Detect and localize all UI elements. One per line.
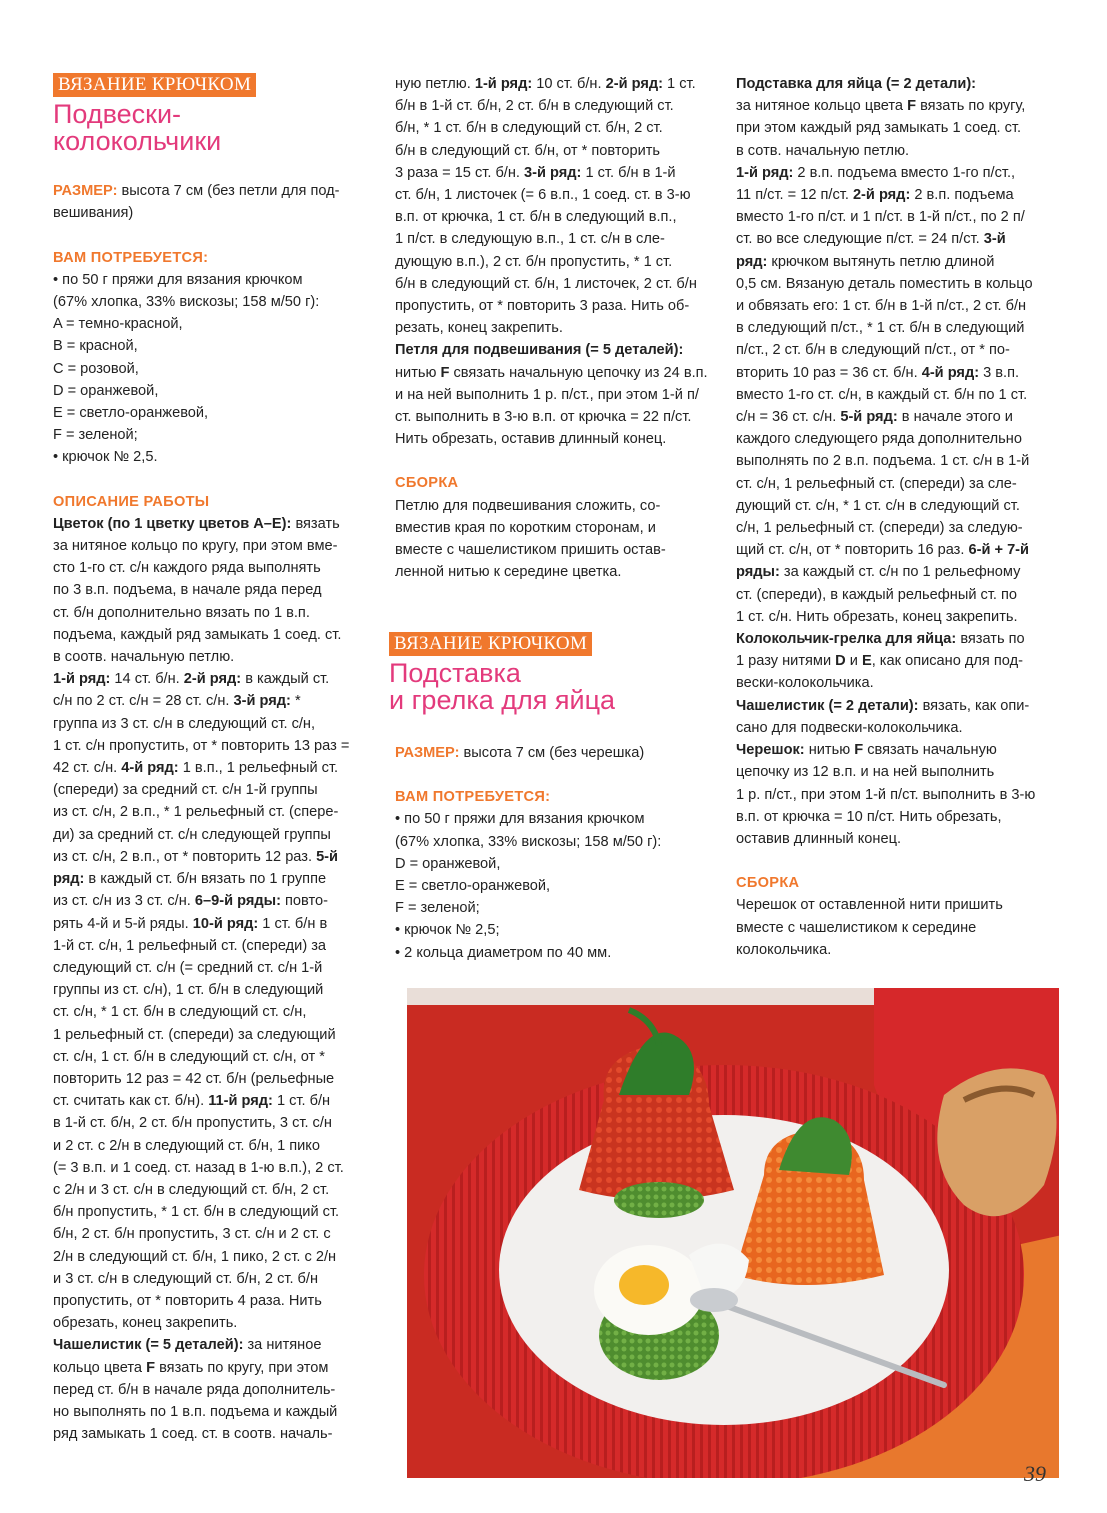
text-line: следующий ст. с/н (= средний ст. с/н 1-й: [53, 959, 323, 976]
text-line: ст. с/н, 1 рельефный ст. (спереди) за сле-: [736, 475, 1017, 492]
text-line: 1-й ст. с/н, 1 рельефный ст. (спереди) за: [53, 937, 327, 954]
photo-illustration: [404, 985, 1062, 1481]
text-line: 1 п/ст. в следующую в.п., 1 ст. с/н в сле-: [395, 231, 665, 248]
text-line: E = светло-оранжевой,: [53, 405, 209, 422]
text-line: ст. с/н, * 1 ст. б/н в следующий ст. с/н,: [53, 1004, 307, 1021]
text-line: и на ней выполнить 1 р. п/ст., при этом 1-й п/: [395, 386, 699, 403]
text-line: из ст. с/н, 2 в.п., * 1 рельефный ст. (спере-: [53, 804, 339, 821]
text-line: и обвязать его: 1 ст. б/н в 1-й п/ст., 2 ст. б/н: [736, 298, 1027, 315]
text-line: и 2 ст. с 2/н в следующий ст. б/н, 1 пико: [53, 1137, 320, 1154]
text-line: вторить 10 раз = 36 ст. б/н. 4-й ряд: 3 в.п.: [736, 364, 1020, 381]
text-line: пропустить, от * повторить 4 раза. Нить: [53, 1292, 322, 1309]
text-line: Петля для подвешивания (= 5 деталей):: [395, 342, 684, 359]
text-line: ряд замыкать 1 соед. ст. в соотв. началь-: [53, 1426, 333, 1443]
text-line: ст. выполнить в 3-ю в.п. от крючка = 22 п/ст.: [395, 409, 692, 426]
column-left: ВЯЗАНИЕ КРЮЧКОМ Подвески- колокольчики РАЗМЕР: высота 7 см (без петли для под- вешивания) ВАМ ПОТРЕБУЕТСЯ: • по 50 г пряжи для вязания крючком (67% хлопка, 33% вискозы; 158 м/50 г): A = темно-красной, B = красной, C = розовой, D = оранжевой, E = светло-оранжевой, F = зеленой; • крючок № 2,5. ОПИСАНИЕ РАБОТЫ Цветок (по 1 цветку цветов A–E): вязать за нитяное кольцо по кругу, при этом вме- сто 1-го ст. с/н каждого ряда выполнять по 3 в.п. подъема, в начале ряда перед ст. б/н дополнительно вязать по 1 в.п. подъема, каждый ряд замыкать 1 соед. ст. в соотв. начальную петлю. 1-й ряд: 14 ст. б/н. 2-й ряд: в каждый ст. с/н по 2 ст. с/н = 28 ст. с/н. 3-й ряд: * группа из 3 ст. с/н в следующий ст. с/н, 1 ст. с/н пропустить, от * повторить 13 раз = 42 ст. с/н. 4-й ряд: 1 в.п., 1 рельефный ст. (спереди) за средний ст. с/н 1-й группы из ст. с/н, 2 в.п., * 1 рельефный ст. (спере- ди) за средний ст. с/н следующей группы из ст. с/н, 2 в.п., от * повторить 12 раз. 5-й ряд: в каждый ст. б/н вязать по 1 группе из ст. с/н из 3 ст. с/н. 6–9-й ряды: повто- рять 4-й и 5-й ряды. 10-й ряд: 1 ст. б/н в 1-й ст. с/н, 1 рельефный ст. (спереди) за следующий ст. с/н (= средний ст. с/н 1-й группы из ст. с/н), 1 ст. б/н в следующий ст. с/н, * 1 ст. б/н в следующий ст. с/н, 1 рельефный ст. (спереди) за следующий ст. с/н, 1 ст. б/н в следующий ст. с/н, от * повторить 12 раз = 42 ст. б/н (рельефные ст. считать как ст. б/н). 11-й ряд: 1 ст. б/н в 1-й ст. б/н, 2 ст. б/н пропустить, 3 ст. с/н и 2 ст. с 2/н в следующий ст. б/н, 1 пико (= 3 в.п. и 1 соед. ст. назад в 1-ю в.п.), 2 ст. с 2/н и 3 ст. с/н в следующий ст. б/н, 2 ст. б/н пропустить, * 1 ст. б/н в следующий ст. б/н, 2 ст. б/н пропустить, 3 ст. с/н и 2 ст. с 2/н в следующий ст. б/н, 1 пико, 2 ст. с 2/н и 3 ст. с/н в следующий ст. б/н, 2 ст. б/н пропустить, от * повторить 4 раза. Нить обрезать, конец закрепить. Чашелистик (= 5 деталей): за нитяное кольцо цвета F вязать по кругу, при этом перед ст. б/н в начале ряда дополнитель- но выполнять по 1 в.п. подъема и каждый ряд замыкать 1 соед. ст. в соотв. началь-: [53, 73, 373, 1445]
column-right: [736, 73, 1056, 961]
text-line: перед ст. б/н в начале ряда дополнитель-: [53, 1381, 336, 1398]
text-line: в следующий п/ст., * 1 ст. б/н в следующий: [736, 320, 1025, 337]
text-line: (спереди) за средний ст. с/н 1-й группы: [53, 782, 318, 799]
text-line: • крючок № 2,5;: [395, 922, 500, 939]
text-line: вместе с чашелистиком пришить остав-: [395, 542, 666, 559]
text-line: 1-й ряд: 2 в.п. подъема вместо 1-го п/ст.,: [736, 164, 1016, 181]
column-middle: [395, 73, 715, 583]
text-line: Нить обрезать, оставив длинный конец.: [395, 431, 667, 448]
text-line: но выполнять по 1 в.п. подъема и каждый: [53, 1403, 338, 1420]
article2-header: [389, 632, 719, 714]
text-line: дующий ст. с/н, * 1 ст. с/н в следующий ст.: [736, 497, 1020, 514]
text-line: Подставка для яйца (= 2 детали):: [736, 76, 977, 92]
text-line: ст. б/н, 1 листочек (= 6 в.п., 1 соед. ст. в 3-ю: [395, 187, 691, 204]
text-line: п/ст., 2 ст. б/н в следующий п/ст., от * по-: [736, 342, 1010, 359]
continued-text: [395, 73, 715, 450]
text-line: повторить 12 раз = 42 ст. б/н (рельефные: [53, 1070, 335, 1087]
text-line: 1 разу нитями D и E, как описано для под-: [736, 653, 1023, 670]
text-line: за нитяное кольцо по кругу, при этом вме-: [53, 538, 338, 555]
text-line: 11 п/ст. = 12 п/ст. 2-й ряд: 2 в.п. подъема: [736, 187, 1014, 204]
text-line: D = оранжевой,: [53, 382, 159, 399]
needs-list-2: [395, 808, 715, 963]
text-line: ряды: за каждый ст. с/н по 1 рельефному: [736, 564, 1021, 581]
text-line: 2/н в следующий ст. б/н, 1 пико, 2 ст. с 2/н: [53, 1248, 337, 1265]
text-line: дующую в.п.), 2 ст. б/н пропустить, * 1 ст.: [395, 253, 673, 270]
text-line: 3 раза = 15 ст. б/н. 3-й ряд: 1 ст. б/н в 1-й: [395, 164, 676, 181]
text-line: цепочку из 12 в.п. и на ней выполнить: [736, 764, 995, 781]
assembly-text-2: [736, 894, 1056, 961]
text-line: ст. считать как ст. б/н). 11-й ряд: 1 ст. б/н: [53, 1093, 331, 1110]
text-line: в соотв. начальную петлю.: [53, 649, 235, 666]
text-line: нитью F связать начальную цепочку из 24 в.п.: [395, 364, 708, 381]
article-title-2: Подставка и грелка для яйца: [389, 658, 616, 716]
text-line: вместо 1-го п/ст. и 1 п/ст. в 1-й п/ст., по 2 п/: [736, 209, 1025, 226]
article-title: Подвески- колокольчики: [53, 99, 222, 157]
text-line: кольцо цвета F вязать по кругу, при этом: [53, 1359, 329, 1376]
text-line: ст. (спереди), в каждый рельефный ст. по: [736, 586, 1018, 603]
text-line: оставив длинный конец.: [736, 830, 902, 847]
text-line: (67% хлопка, 33% вискозы; 158 м/50 г):: [53, 294, 320, 311]
text-line: (= 3 в.п. и 1 соед. ст. назад в 1-ю в.п.), 2 ст.: [53, 1159, 344, 1176]
text-line: A = темно-красной,: [53, 316, 183, 333]
text-line: Черешок: нитью F связать начальную: [736, 742, 997, 759]
text-line: в.п. от крючка = 10 п/ст. Нить обрезать,: [736, 808, 1002, 825]
text-line: в.п. от крючка, 1 ст. б/н в следующий в.п.,: [395, 209, 677, 226]
text-line: за нитяное кольцо цвета F вязать по кругу,: [736, 98, 1026, 115]
text-line: б/н в 1-й ст. б/н, 2 ст. б/н в следующий ст.: [395, 98, 674, 115]
text-line: F = зеленой;: [395, 900, 480, 917]
text-line: ди) за средний ст. с/н следующей группы: [53, 826, 331, 843]
text-line: вместив края по коротким сторонам, и: [395, 519, 656, 536]
text-line: D = оранжевой,: [395, 855, 501, 872]
text-line: пропустить, от * повторить 3 раза. Нить об-: [395, 298, 690, 315]
assembly-heading: СБОРКА: [395, 475, 459, 492]
assembly-heading-2: СБОРКА: [736, 875, 800, 892]
text-line: обрезать, конец закрепить.: [53, 1315, 238, 1332]
text-line: ст. б/н дополнительно вязать по 1 в.п.: [53, 604, 310, 621]
text-line: в 1-й ст. б/н, 2 ст. б/н пропустить, 3 ст. с/н: [53, 1115, 332, 1132]
text-line: каждого следующего ряда дополнительно: [736, 431, 1022, 448]
eggcup-text: [736, 73, 1056, 850]
text-line: Черешок от оставленной нити пришить: [736, 897, 1003, 914]
text-line: с 2/н и 3 ст. с/н в следующий ст. б/н, 2 ст.: [53, 1181, 330, 1198]
text-line: ряд: в каждый ст. б/н вязать по 1 группе: [53, 871, 327, 888]
text-line: 42 ст. с/н. 4-й ряд: 1 в.п., 1 рельефный ст.: [53, 760, 339, 777]
text-line: ленной нитью к середине цветка.: [395, 564, 622, 581]
text-line: ряд: крючком вытянуть петлю длиной: [736, 253, 995, 270]
text-line: Петлю для подвешивания сложить, со-: [395, 497, 661, 514]
needs-heading-2: ВАМ ПОТРЕБУЕТСЯ:: [395, 789, 551, 806]
text-line: и 3 ст. с/н в следующий ст. б/н, 2 ст. б/н: [53, 1270, 319, 1287]
text-line: вместе с чашелистиком к середине: [736, 919, 977, 936]
text-line: сто 1-го ст. с/н каждого ряда выполнять: [53, 560, 321, 577]
text-line: Чашелистик (= 5 деталей): за нитяное: [53, 1337, 322, 1354]
size-line-2: РАЗМЕР: высота 7 см (без черешка): [395, 745, 645, 761]
text-line: • крючок № 2,5.: [53, 449, 158, 466]
text-line: б/н, * 1 ст. б/н в следующий ст. б/н, 2 ст.: [395, 120, 663, 137]
text-line: B = красной,: [53, 338, 138, 355]
text-line: 1 ст. с/н пропустить, от * повторить 13 раз =: [53, 737, 350, 754]
needs-list: [53, 269, 373, 469]
text-line: 1 ст. с/н. Нить обрезать, конец закрепить.: [736, 608, 1018, 625]
assembly-text: [395, 495, 715, 584]
text-line: щий ст. с/н, от * повторить 16 раз. 6-й + 7-й: [736, 542, 1030, 559]
text-line: рять 4-й и 5-й ряды. 10-й ряд: 1 ст. б/н в: [53, 915, 328, 932]
text-line: выполнять по 2 в.п. подъема. 1 ст. с/н в 1-й: [736, 453, 1030, 470]
text-line: Цветок (по 1 цветку цветов A–E): вязать: [53, 515, 340, 532]
text-line: б/н в следующий ст. б/н, 1 листочек, 2 ст. б/н: [395, 275, 697, 292]
text-line: C = розовой,: [53, 360, 139, 377]
text-line: • по 50 г пряжи для вязания крючком: [395, 811, 645, 828]
text-line: сано для подвески-колокольчика.: [736, 719, 963, 736]
text-line: Колокольчик-грелка для яйца: вязать по: [736, 631, 1025, 648]
text-line: б/н пропустить, * 1 ст. б/н в следующий ст.: [53, 1204, 340, 1221]
text-line: колокольчика.: [736, 941, 832, 958]
description-text: [53, 513, 373, 1446]
text-line: с/н по 2 ст. с/н = 28 ст. с/н. 3-й ряд: *: [53, 693, 301, 710]
text-line: (67% хлопка, 33% вискозы; 158 м/50 г):: [395, 833, 662, 850]
product-photo: [404, 985, 1062, 1481]
text-line: 1-й ряд: 14 ст. б/н. 2-й ряд: в каждый ст.: [53, 671, 330, 688]
text-line: б/н, 2 ст. б/н пропустить, 3 ст. с/н и 2 ст. с: [53, 1226, 331, 1243]
text-line: 1 рельефный ст. (спереди) за следующий: [53, 1026, 336, 1043]
text-line: б/н в следующий ст. б/н, от * повторить: [395, 142, 661, 159]
text-line: резать, конец закрепить.: [395, 320, 563, 337]
page-number: 39: [1024, 1461, 1046, 1486]
text-line: вески-колокольчика.: [736, 675, 874, 692]
text-line: из ст. с/н из 3 ст. с/н. 6–9-й ряды: повто-: [53, 893, 328, 910]
text-line: вместо 1-го ст. с/н, в каждый ст. б/н по 1 ст.: [736, 386, 1028, 403]
text-line: ную петлю. 1-й ряд: 10 ст. б/н. 2-й ряд: 1 ст.: [395, 76, 696, 92]
text-line: Чашелистик (= 2 детали): вязать, как опи-: [736, 697, 1030, 714]
text-line: E = светло-оранжевой,: [395, 878, 551, 895]
text-line: по 3 в.п. подъема, в начале ряда перед: [53, 582, 322, 599]
text-line: подъема, каждый ряд замыкать 1 соед. ст.: [53, 626, 342, 643]
section-tag: ВЯЗАНИЕ КРЮЧКОМ: [53, 73, 256, 97]
text-line: ст. во все следующие п/ст. = 24 п/ст. 3-й: [736, 231, 1006, 248]
needs-heading: ВАМ ПОТРЕБУЕТСЯ:: [53, 249, 209, 266]
article2-body: [395, 742, 715, 964]
text-line: • 2 кольца диаметром по 40 мм.: [395, 944, 612, 961]
text-line: группы из ст. с/н), 1 ст. б/н в следующий: [53, 982, 324, 999]
text-line: • по 50 г пряжи для вязания крючком: [53, 271, 303, 288]
text-line: 0,5 см. Вязаную деталь поместить в кольцо: [736, 275, 1033, 292]
text-line: 1 р. п/ст., при этом 1-й п/ст. выполнить в 3-ю: [736, 786, 1036, 803]
section-tag-2: ВЯЗАНИЕ КРЮЧКОМ: [389, 632, 592, 656]
text-line: с/н = 36 ст. с/н. 5-й ряд: в начале этого и: [736, 409, 1013, 426]
text-line: ст. с/н, 1 ст. б/н в следующий ст. с/н, от *: [53, 1048, 325, 1065]
description-heading: ОПИСАНИЕ РАБОТЫ: [53, 493, 210, 510]
text-line: с/н, 1 рельефный ст. (спереди) за следую-: [736, 520, 1023, 537]
text-line: группа из 3 ст. с/н в следующий ст. с/н,: [53, 715, 316, 732]
text-line: F = зеленой;: [53, 427, 138, 444]
text-line: в сотв. начальную петлю.: [736, 142, 910, 159]
size-line: РАЗМЕР: высота 7 см (без петли для под-: [53, 183, 340, 200]
text-line: из ст. с/н, 2 в.п., от * повторить 12 раз. 5-й: [53, 848, 339, 865]
text-line: при этом каждый ряд замыкать 1 соед. ст.: [736, 120, 1022, 137]
